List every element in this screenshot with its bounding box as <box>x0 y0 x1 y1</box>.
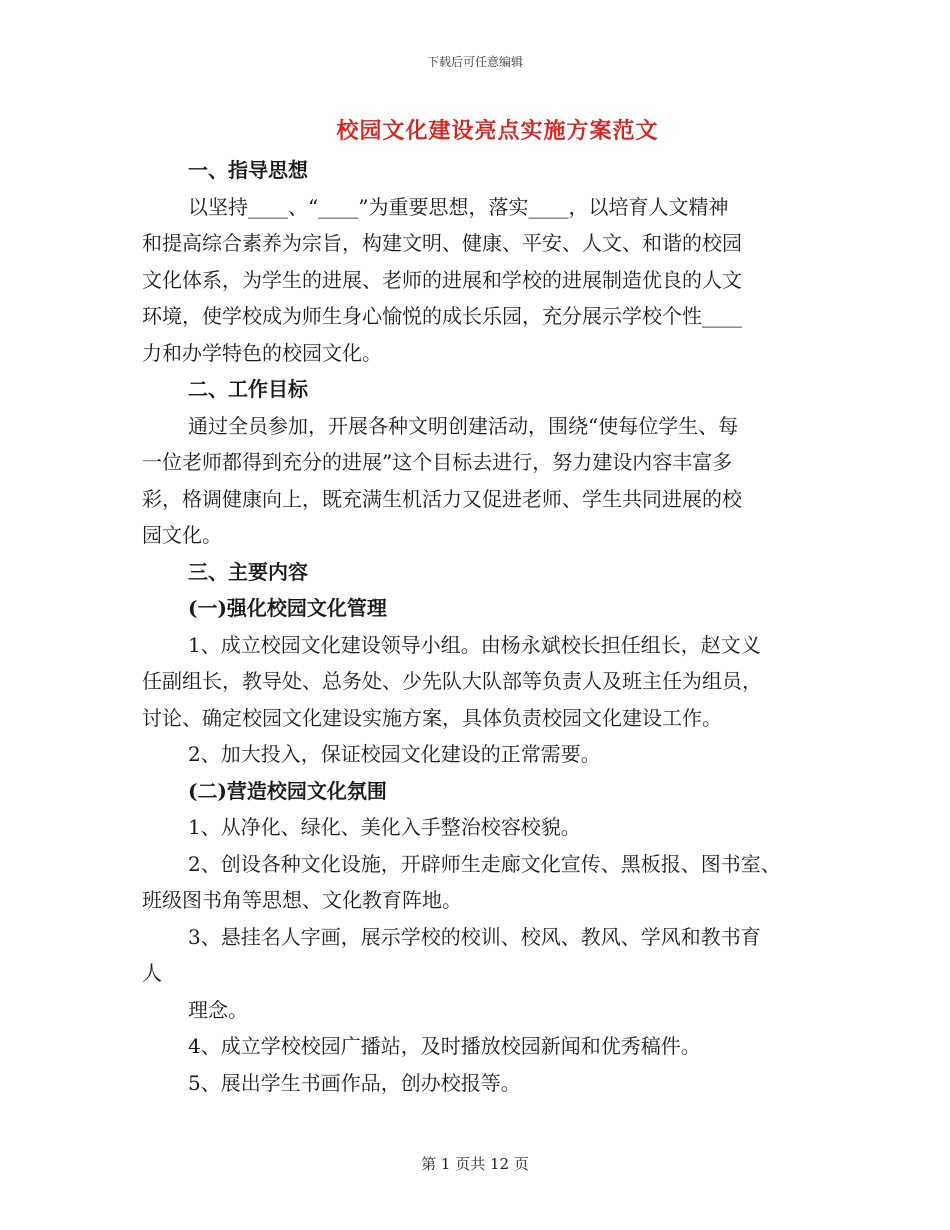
paragraph-line: 一位老师都得到充分的进展”这个目标去进行，努力建设内容丰富多 <box>142 450 733 474</box>
paragraph-line: 人 <box>142 961 162 985</box>
header-note: 下载后可任意编辑 <box>426 55 523 69</box>
paragraph-line: 力和办学特色的校园文化。 <box>142 340 382 365</box>
paragraph-line: 讨论、确定校园文化建设实施方案，具体负责校园文化建设工作。 <box>142 705 722 730</box>
section-heading: (一)强化校园文化管理 <box>188 596 387 620</box>
paragraph-line: 2、加大投入，保证校园文化建设的正常需要。 <box>188 742 601 766</box>
paragraph-line: 环境，使学校成为师生身心愉悦的成长乐园，充分展示学校个性____ <box>142 304 742 328</box>
paragraph-line: 文化体系，为学生的进展、老师的进展和学校的进展制造优良的人文 <box>142 267 742 292</box>
section-heading: (二)营造校园文化氛围 <box>188 778 387 803</box>
section-heading: 一、指导思想 <box>188 158 308 182</box>
paragraph-line: 4、成立学校校园广播站，及时播放校园新闻和优秀稿件。 <box>188 1034 701 1058</box>
paragraph-line: 理念。 <box>188 997 248 1022</box>
paragraph-line: 2、创设各种文化设施，开辟师生走廊文化宣传、黑板报、图书室、 <box>188 851 781 876</box>
paragraph-line: 1、从净化、绿化、美化入手整治校容校貌。 <box>188 815 581 839</box>
page-footer: 第 1 页共 12 页 <box>421 1155 529 1173</box>
paragraph-line: 3、悬挂名人字画，展示学校的校训、校风、教风、学风和教书育 <box>188 924 761 949</box>
document-title: 校园文化建设亮点实施方案范文 <box>336 118 659 144</box>
paragraph-line: 以坚持____、“____”为重要思想，落实____，以培育人文精神 <box>188 194 729 219</box>
paragraph-line: 园文化。 <box>142 523 222 547</box>
paragraph-line: 班级图书角等思想、文化教育阵地。 <box>142 888 462 912</box>
section-heading: 二、工作目标 <box>188 377 308 401</box>
paragraph-line: 和提高综合素养为宗旨，构建文明、健康、平安、人文、和谐的校园 <box>142 231 742 255</box>
paragraph-line: 5、展出学生书画作品，创办校报等。 <box>188 1070 521 1095</box>
paragraph-line: 任副组长，教导处、总务处、少先队大队部等负责人及班主任为组员， <box>142 669 762 693</box>
paragraph-line: 彩，格调健康向上，既充满生机活力又促进老师、学生共同进展的校 <box>142 486 742 511</box>
paragraph-line: 通过全员参加，开展各种文明创建活动，围绕“使每位学生、每 <box>188 413 739 438</box>
section-heading: 三、主要内容 <box>188 559 308 584</box>
document-body <box>142 152 822 1101</box>
paragraph-line: 1、成立校园文化建设领导小组。由杨永斌校长担任组长，赵文义 <box>188 632 761 657</box>
